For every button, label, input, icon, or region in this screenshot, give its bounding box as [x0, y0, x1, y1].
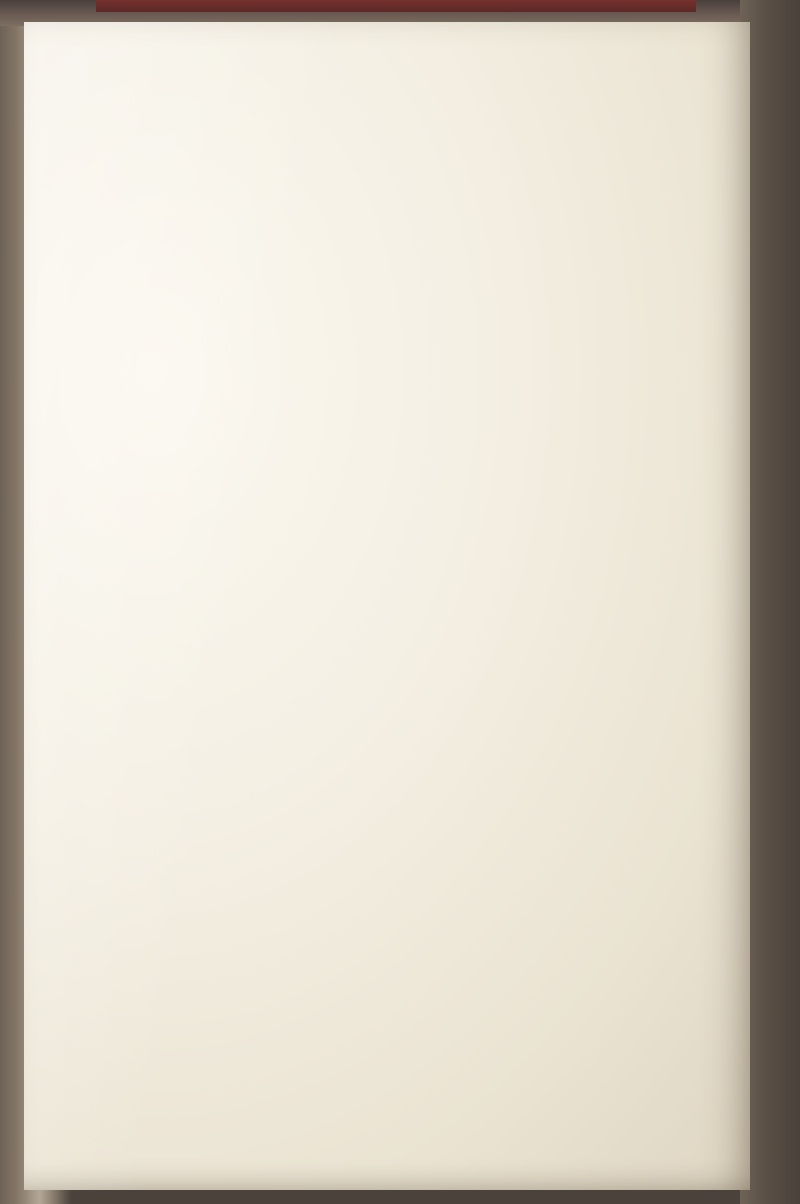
body-text-bottom-left: [94, 682, 156, 1137]
body-text-bottom-right: [179, 682, 569, 1137]
body-text-top: [94, 200, 564, 680]
book-page: [24, 22, 750, 1190]
book-cover-strip: [96, 0, 696, 12]
article-subtitle-block: [624, 282, 632, 982]
article-title-block: [706, 172, 710, 832]
